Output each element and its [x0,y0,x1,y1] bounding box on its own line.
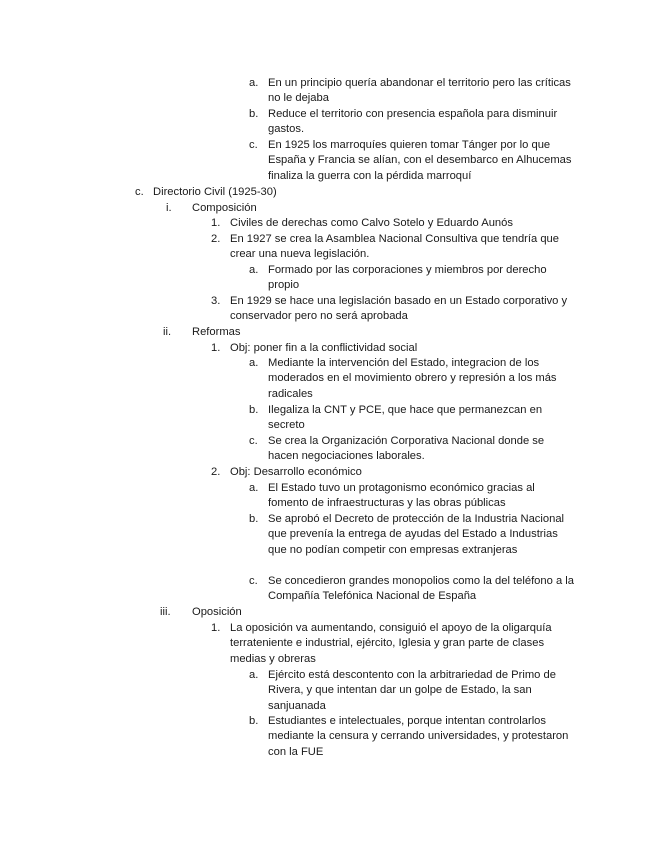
list-marker: 2. [211,233,221,245]
list-text: En 1925 los marroquíes quieren tomar Tánger por lo que España y Francia se alían, con el desembarco en Alhucemas finaliza la guerra con la pérdida marroquí [268,139,572,182]
list-text: En 1929 se hace una legislación basado en un Estado corporativo y conservador pero no será aprobada [230,295,568,323]
list-text: El Estado tuvo un protagonismo económico gracias al fomento de infraestructuras y las obras públicas [268,482,535,510]
list-marker: c. [135,186,144,198]
list-marker: a. [249,669,259,681]
list-marker: b. [249,404,259,416]
list-text: Mediante la intervención del Estado, integracion de los moderados en el movimiento obrero y represión a los más radicales [268,357,557,400]
list-marker: 1. [211,217,221,229]
list-marker: 2. [211,466,221,478]
list-marker: ii. [163,326,172,338]
list-text: Se concedieron grandes monopolios como la del teléfono a la Compañía Telefónica Nacional de España [268,575,574,603]
list-text: Civiles de derechas como Calvo Sotelo y Eduardo Aunós [230,217,513,229]
list-text: La oposición va aumentando, consiguió el apoyo de la oligarquía terrateniente e industrial, ejército, Iglesia y gran parte de clases medias y obreras [230,622,552,665]
list-text: Estudiantes e intelectuales, porque intentan controlarlos mediante la censura y cerrando universidades, y protestaron con la FUE [268,715,569,758]
list-marker: 1. [211,342,221,354]
list-text: Ejército está descontento con la arbitrariedad de Primo de Rivera, y que intentan dar un golpe de Estado, la san sanjuanada [268,669,556,712]
list-text: Obj: Desarrollo económico [230,466,362,478]
list-text: Composición [192,202,257,214]
list-text: En un principio quería abandonar el territorio pero las críticas no le dejaba [268,77,571,105]
list-marker: a. [249,482,259,494]
list-marker: c. [249,139,258,151]
list-marker: a. [249,357,259,369]
list-marker: b. [249,715,259,727]
list-text: Ilegaliza la CNT y PCE, que hace que permanezcan en secreto [268,404,543,432]
list-text: Se crea la Organización Corporativa Nacional donde se hacen negociaciones laborales. [268,435,545,463]
list-marker: 3. [211,295,221,307]
list-marker: c. [249,575,258,587]
list-text: Oposición [192,606,242,618]
list-marker: c. [249,435,258,447]
list-marker: a. [249,264,259,276]
list-text: Se aprobó el Decreto de protección de la Industria Nacional que prevenía la entrega de ayudas del Estado a Industrias que no podían competir con empresas extranjeras [268,513,565,556]
list-text: Reduce el territorio con presencia española para disminuir gastos. [268,108,558,136]
list-text: Obj: poner fin a la conflictividad social [230,342,418,354]
list-marker: i. [166,202,172,214]
list-marker: iii. [160,606,171,618]
list-marker: a. [249,77,259,89]
list-text: En 1927 se crea la Asamblea Nacional Consultiva que tendría que crear una nueva legislación. [230,233,559,261]
list-marker: 1. [211,622,221,634]
list-text: Reformas [192,326,241,338]
list-marker: b. [249,108,259,120]
list-marker: b. [249,513,259,525]
list-text: Formado por las corporaciones y miembros por derecho propio [268,264,547,292]
list-text: Directorio Civil (1925-30) [153,186,277,198]
